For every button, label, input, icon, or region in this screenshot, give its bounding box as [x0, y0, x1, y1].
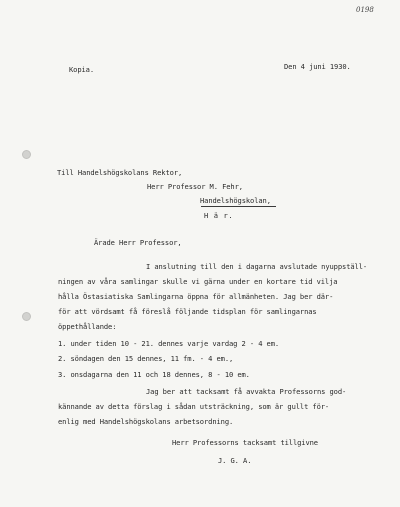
- copy-label: Kopia.: [69, 65, 95, 74]
- body-line-2: ningen av våra samlingar skulle vi gärna under en kortare tid vilja: [58, 277, 338, 286]
- closing-line-2: kännande av detta förslag i sådan utsträckning, som är gullt för-: [58, 402, 330, 411]
- salutation: Ärade Herr Professor,: [94, 238, 182, 247]
- punch-hole-bottom: [22, 312, 31, 321]
- address-line-3: Handelshögskolan,: [200, 196, 271, 205]
- address-underline: [201, 206, 276, 207]
- address-line-1: Till Handelshögskolans Rektor,: [57, 168, 183, 177]
- closing-line-1: Jag ber att tacksamt få avvakta Professorns god-: [146, 387, 347, 396]
- body-line-3: hålla Östasiatiska Samlingarna öppna för allmänheten. Jag ber där-: [58, 292, 334, 301]
- body-line-1: I anslutning till den i dagarna avslutade nyuppställ-: [146, 262, 368, 271]
- signature-initials: J. G. A.: [218, 456, 252, 465]
- schedule-item-3: 3. onsdagarna den 11 och 18 dennes, 8 - 10 em.: [58, 370, 250, 379]
- page-number: 0198: [356, 6, 374, 14]
- schedule-item-2: 2. söndagen den 15 dennes, 11 fm. - 4 em.,: [58, 354, 234, 363]
- address-line-4: H ä r.: [204, 211, 234, 220]
- body-line-4: för att vördsamt få föreslå följande tidsplan för samlingarnas: [58, 307, 317, 316]
- schedule-item-1: 1. under tiden 10 - 21. dennes varje vardag 2 - 4 em.: [58, 339, 280, 348]
- complimentary-close: Herr Professorns tacksamt tillgivne: [172, 438, 318, 447]
- punch-hole-top: [22, 150, 31, 159]
- body-line-5: öppethållande:: [58, 322, 117, 331]
- closing-line-3: enlig med Handelshögskolans arbetsordning.: [58, 417, 234, 426]
- letter-date: Den 4 juni 1930.: [284, 62, 351, 71]
- address-line-2: Herr Professor M. Fehr,: [147, 182, 243, 191]
